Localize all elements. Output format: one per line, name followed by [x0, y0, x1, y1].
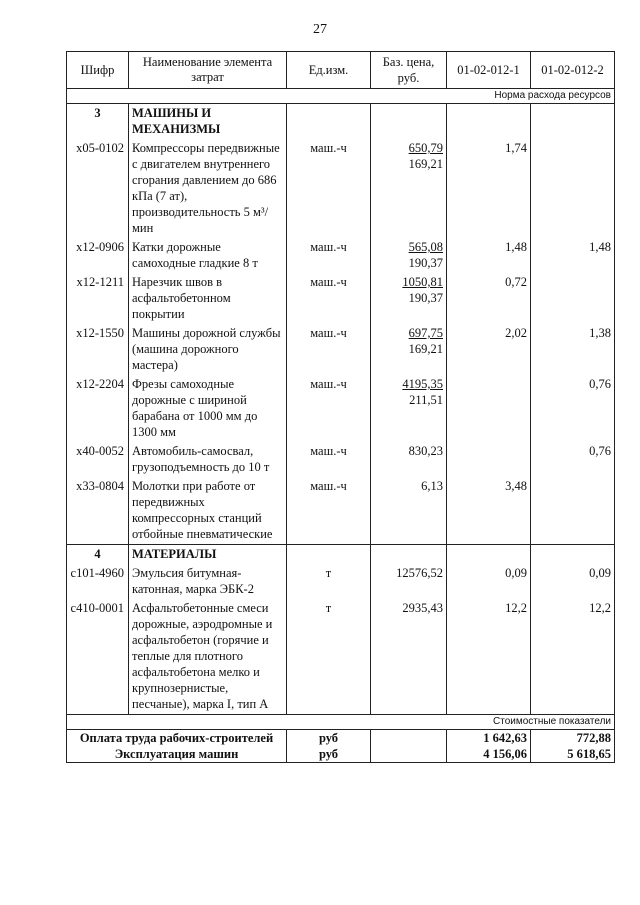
item-name: Катки дорожные самоходные гладкие 8 т	[129, 238, 287, 273]
item-price	[371, 139, 447, 238]
item-unit: т	[287, 564, 371, 599]
item-base-price: 830,23	[408, 444, 443, 458]
item-norm-col2: 12,2	[531, 599, 615, 715]
item-name: Машины дорожной службы (машина дорожного мастера)	[129, 324, 287, 375]
item-unit: маш.-ч	[287, 139, 371, 238]
note-resources: Норма расхода ресурсов	[67, 89, 615, 104]
header-price: Баз. цена, руб.	[371, 52, 447, 89]
item-norm-col2: 1,38	[531, 324, 615, 375]
empty-cell	[371, 730, 447, 747]
table-row	[67, 477, 615, 545]
item-code: с101-4960	[67, 564, 129, 599]
header-unit: Ед.изм.	[287, 52, 371, 89]
item-unit: маш.-ч	[287, 273, 371, 324]
item-norm-col1	[447, 442, 531, 477]
item-name: Автомобиль-самосвал, грузоподъемность до 10 т	[129, 442, 287, 477]
table-row	[67, 599, 615, 715]
table-row	[67, 324, 615, 375]
table-row	[67, 442, 615, 477]
summary-unit: руб	[287, 746, 371, 763]
item-norm-col2: 0,09	[531, 564, 615, 599]
item-name: Асфальтобетонные смеси дорожные, аэродромные и асфальтобетон (горячие и теплые для плотного асфальтобетона мелко и крупнозернистые, песчаные), марка I, тип А	[129, 599, 287, 715]
item-name: Компрессоры передвижные с двигателем внутреннего сгорания давлением до 686 кПа (7 ат), производительность 5 м³/мин	[129, 139, 287, 238]
table-row	[67, 238, 615, 273]
summary-row	[67, 730, 615, 747]
item-price	[371, 324, 447, 375]
item-price	[371, 375, 447, 442]
section-header-row	[67, 545, 615, 565]
item-base-price: 4195,35	[402, 377, 443, 391]
item-norm-col1: 0,72	[447, 273, 531, 324]
item-code: х12-2204	[67, 375, 129, 442]
header-code: Шифр	[67, 52, 129, 89]
summary-col1: 4 156,06	[447, 746, 531, 763]
summary-name: Оплата труда рабочих-строителей	[67, 730, 287, 747]
item-price	[371, 238, 447, 273]
note-resources-row	[67, 89, 615, 104]
item-name: Молотки при работе от передвижных компрессорных станций отбойные пневматические	[129, 477, 287, 545]
item-norm-col1: 3,48	[447, 477, 531, 545]
summary-col2: 5 618,65	[531, 746, 615, 763]
summary-col1: 1 642,63	[447, 730, 531, 747]
item-unit: маш.-ч	[287, 238, 371, 273]
item-unit: маш.-ч	[287, 375, 371, 442]
section-title: МАШИНЫ И МЕХАНИЗМЫ	[129, 104, 287, 140]
item-base-price: 697,75	[408, 326, 443, 340]
empty-cell	[447, 545, 531, 565]
item-norm-col2	[531, 273, 615, 324]
item-code: с410-0001	[67, 599, 129, 715]
item-norm-col2: 1,48	[531, 238, 615, 273]
item-norm-col2: 0,76	[531, 375, 615, 442]
item-base-price: 1050,81	[402, 275, 443, 289]
item-norm-col2	[531, 139, 615, 238]
item-norm-col1: 12,2	[447, 599, 531, 715]
empty-cell	[287, 104, 371, 140]
item-wage-price: 190,37	[408, 256, 443, 270]
item-code: х33-0804	[67, 477, 129, 545]
table-header-row	[67, 52, 615, 89]
item-base-price: 6,13	[421, 479, 443, 493]
item-base-price: 650,79	[408, 141, 443, 155]
header-col2: 01-02-012-2	[531, 52, 615, 89]
item-name: Эмульсия битумная-катонная, марка ЭБК-2	[129, 564, 287, 599]
item-price	[371, 477, 447, 545]
table-row	[67, 564, 615, 599]
summary-col2: 772,88	[531, 730, 615, 747]
empty-cell	[447, 104, 531, 140]
item-code: х12-0906	[67, 238, 129, 273]
summary-row	[67, 746, 615, 763]
item-wage-price: 190,37	[408, 291, 443, 305]
table-row	[67, 375, 615, 442]
section-title: МАТЕРИАЛЫ	[129, 545, 287, 565]
page-number: 27	[313, 22, 327, 37]
item-base-price: 2935,43	[402, 601, 443, 615]
summary-name: Эксплуатация машин	[67, 746, 287, 763]
note-costs: Стоимостные показатели	[67, 715, 615, 730]
item-name: Фрезы самоходные дорожные с шириной барабана от 1000 мм до 1300 мм	[129, 375, 287, 442]
item-unit: маш.-ч	[287, 324, 371, 375]
note-costs-row	[67, 715, 615, 730]
item-norm-col1: 1,48	[447, 238, 531, 273]
item-code: х12-1550	[67, 324, 129, 375]
resource-table	[66, 51, 615, 763]
empty-cell	[371, 545, 447, 565]
item-norm-col1: 1,74	[447, 139, 531, 238]
item-code: х40-0052	[67, 442, 129, 477]
section-header-row	[67, 104, 615, 140]
item-norm-col1	[447, 375, 531, 442]
item-wage-price: 169,21	[408, 342, 443, 356]
item-code: х12-1211	[67, 273, 129, 324]
empty-cell	[371, 746, 447, 763]
table-row	[67, 273, 615, 324]
item-norm-col2	[531, 477, 615, 545]
header-col1: 01-02-012-1	[447, 52, 531, 89]
item-norm-col1: 2,02	[447, 324, 531, 375]
item-name: Нарезчик швов в асфальтобетонном покрытии	[129, 273, 287, 324]
empty-cell	[287, 545, 371, 565]
item-unit: маш.-ч	[287, 442, 371, 477]
item-unit: т	[287, 599, 371, 715]
item-wage-price: 211,51	[409, 393, 443, 407]
item-price	[371, 599, 447, 715]
item-norm-col2: 0,76	[531, 442, 615, 477]
section-code: 4	[67, 545, 129, 565]
summary-unit: руб	[287, 730, 371, 747]
item-price	[371, 273, 447, 324]
empty-cell	[531, 104, 615, 140]
item-norm-col1: 0,09	[447, 564, 531, 599]
header-name: Наименование элемента затрат	[129, 52, 287, 89]
item-base-price: 565,08	[408, 240, 443, 254]
item-code: х05-0102	[67, 139, 129, 238]
table-row	[67, 139, 615, 238]
item-price	[371, 442, 447, 477]
empty-cell	[531, 545, 615, 565]
empty-cell	[371, 104, 447, 140]
item-price	[371, 564, 447, 599]
item-wage-price: 169,21	[408, 157, 443, 171]
item-base-price: 12576,52	[396, 566, 443, 580]
section-code: 3	[67, 104, 129, 140]
item-unit: маш.-ч	[287, 477, 371, 545]
